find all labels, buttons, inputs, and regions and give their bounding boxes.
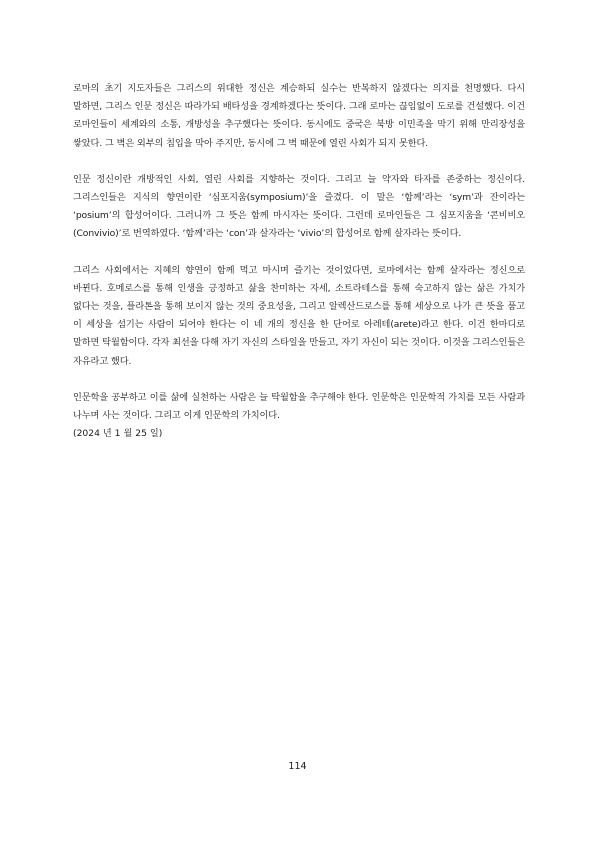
paragraph-1: 로마의 초기 지도자들은 그리스의 위대한 정신은 계승하되 실수는 반복하지 않겠다는 의지를 천명했다. 다시 말하면, 그리스 인문 정신은 따라가되 배타성을 경계하겠다는 뜻이다. 그래 로마는 끊임없이 도로를 건설했다. 이건 로마인들이 세계와의 소통, 개방성을 추구했다는 뜻이다. 동시에도 중국은 북방 이민족을 막기 위해 만리장성을 쌓았다. 그 벽은 외부의 침입을 막아 주지만, 동시에 그 벽 때문에 열린 사회가 되지 못한다. [73,83,525,149]
paragraph-4: 인문학을 공부하고 이를 삶에 실천하는 사람은 늘 탁월함을 추구해야 한다. 인문학은 인문학적 가치를 모든 사람과 나누며 사는 것이다. 그리고 이게 인문학의 가치이다. [73,391,525,422]
body-text [73,80,525,443]
paragraph-3: 그리스 사회에서는 지혜의 향연이 함께 먹고 마시며 즐기는 것이었다면, 로마에서는 함께 살자라는 정신으로 바뀐다. 호메로스를 통해 인생을 긍정하고 삶을 찬미하는 자세, 소트라테스를 통해 숙고하지 않는 삶은 가치가 없다는 것을, 플라톤을 통해 보이지 않는 것의 중요성을, 그리고 알렉산드로스를 통해 세상으로 나가 큰 뜻을 품고 이 세상을 섬기는 사람이 되어야 한다는 이 네 개의 정신을 한 단어로 아레테(arete)라고 한다. 이건 한마디로 말하면 탁월함이다. 각자 최선을 다해 자기 자신의 스타일을 만들고, 자기 자신이 되는 것이다. 이것을 그리스인들은 자유라고 했다. [73,264,525,367]
date-line: (2024 년 1 월 25 일) [73,428,163,440]
page-number: 114 [288,761,307,772]
paragraph-2: 인문 정신이란 개방적인 사회, 열린 사회를 지향하는 것이다. 그리고 늘 약자와 타자를 존중하는 정신이다. 그리스인들은 지식의 향연이란 ‘심포지움(symposium)’을 즐겼다. 이 말은 ‘함께’라는 ‘sym’과 잔이라는 ‘posium’의 합성어이다. 그러니까 그 뜻은 함께 마시자는 뜻이다. 그런데 로마인들은 그 심포지움을 ‘콘비비오(Convivio)’로 번역하였다. ‘함께’라는 ‘con’과 살자라는 ‘vivio’의 합성어로 함께 살자라는 뜻이다. [73,173,525,240]
